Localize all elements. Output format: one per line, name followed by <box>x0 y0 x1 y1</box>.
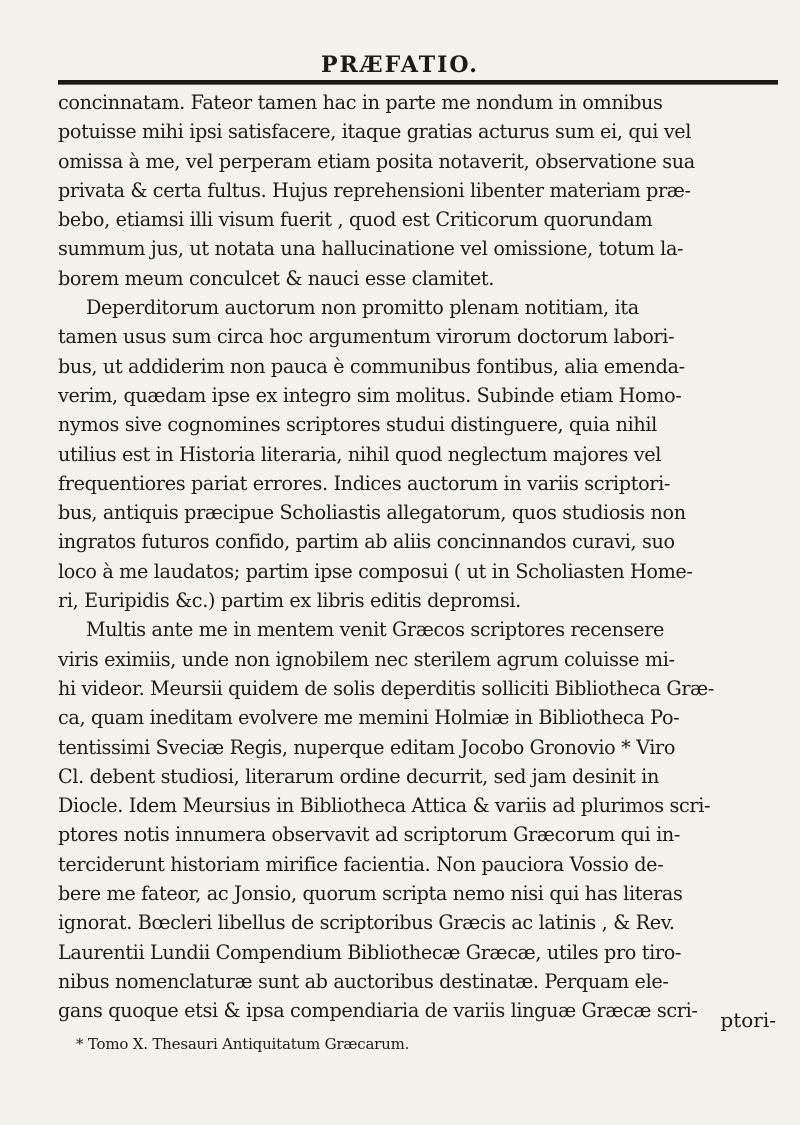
text-line: frequentiores pariat errores. Indices auctorum in variis scriptori- <box>58 471 671 495</box>
catchword: ptori- <box>720 1008 776 1032</box>
text-line: nymos sive cognomines scriptores studui distinguere, quia nihil <box>58 413 657 437</box>
text-line: Diocle. Idem Meursius in Bibliotheca Attica & variis ad plurimos scri- <box>58 794 711 818</box>
text-line: bus, ut addiderim non pauca è communibus fontibus, alia emenda- <box>58 354 685 378</box>
text-line: privata & certa fultus. Hujus reprehensioni libenter materiam præ- <box>58 178 691 202</box>
text-line: potuisse mihi ipsi satisfacere, itaque gratias acturus sum ei, qui vel <box>58 120 692 144</box>
text-line: omissa à me, vel perperam etiam posita notaverit, observatione sua <box>58 149 695 173</box>
text-line: ca, quam ineditam evolvere me memini Holmiæ in Bibliotheca Po- <box>58 706 680 730</box>
text-line: bus, antiquis præcipue Scholiastis allegatorum, quos studiosis non <box>58 501 686 525</box>
text-line: utilius est in Historia literaria, nihil quod neglectum majores vel <box>58 442 661 466</box>
footnote: * Tomo X. Thesauri Antiquitatum Græcarum. <box>76 1035 410 1053</box>
text-line: ri, Euripidis &c.) partim ex libris editis depromsi. <box>58 589 521 613</box>
text-line: bere me fateor, ac Jonsio, quorum scripta nemo nisi qui has literas <box>58 882 683 906</box>
text-line: hi videor. Meursii quidem de solis deperditis solliciti Bibliotheca Græ- <box>58 676 715 700</box>
text-line: gans quoque etsi & ipsa compendiaria de variis linguæ Græcæ scri- <box>58 999 698 1023</box>
text-line: loco à me laudatos; partim ipse composui ( ut in Scholiasten Home- <box>58 559 693 583</box>
text-line: terciderunt historiam mirifice facientia. Non pauciora Vossio de- <box>58 852 664 876</box>
text-line: ignorat. Bœcleri libellus de scriptoribus Græcis ac latinis , & Rev. <box>58 911 675 935</box>
text-line: Laurentii Lundii Compendium Bibliothecæ Græcæ, utiles pro tiro- <box>58 940 682 964</box>
text-line: Deperditorum auctorum non promitto plenam notitiam, ita <box>86 296 639 320</box>
text-line: verim, quædam ipse ex integro sim molitus. Subinde etiam Homo- <box>58 383 682 407</box>
text-line: borem meum conculcet & nauci esse clamitet. <box>58 266 494 290</box>
text-line: summum jus, ut notata una hallucinatione vel omissione, totum la- <box>58 237 684 261</box>
text-line: bebo, etiamsi illi visum fuerit , quod est Criticorum quorundam <box>58 208 653 232</box>
running-title: PRÆFATIO. <box>321 52 479 78</box>
text-line: Multis ante me in mentem venit Græcos scriptores recensere <box>86 618 665 642</box>
text-line: ptores notis innumera observavit ad scriptorum Græcorum qui in- <box>58 823 681 847</box>
text-line: tamen usus sum circa hoc argumentum virorum doctorum labori- <box>58 325 675 349</box>
text-line: viris eximiis, unde non ignobilem nec sterilem agrum coluisse mi- <box>58 647 675 671</box>
text-line: concinnatam. Fateor tamen hac in parte me nondum in omnibus <box>58 91 663 114</box>
body-text <box>58 88 780 1026</box>
text-line: ingratos futuros confido, partim ab aliis concinnandos curavi, suo <box>58 530 675 554</box>
text-line: tentissimi Sveciæ Regis, nuperque editam Jocobo Gronovio * Viro <box>58 735 676 759</box>
text-line: Cl. debent studiosi, literarum ordine decurrit, sed jam desinit in <box>58 764 659 788</box>
text-line: nibus nomenclaturæ sunt ab auctoribus destinatæ. Perquam ele- <box>58 969 669 993</box>
header-rule <box>58 80 778 85</box>
